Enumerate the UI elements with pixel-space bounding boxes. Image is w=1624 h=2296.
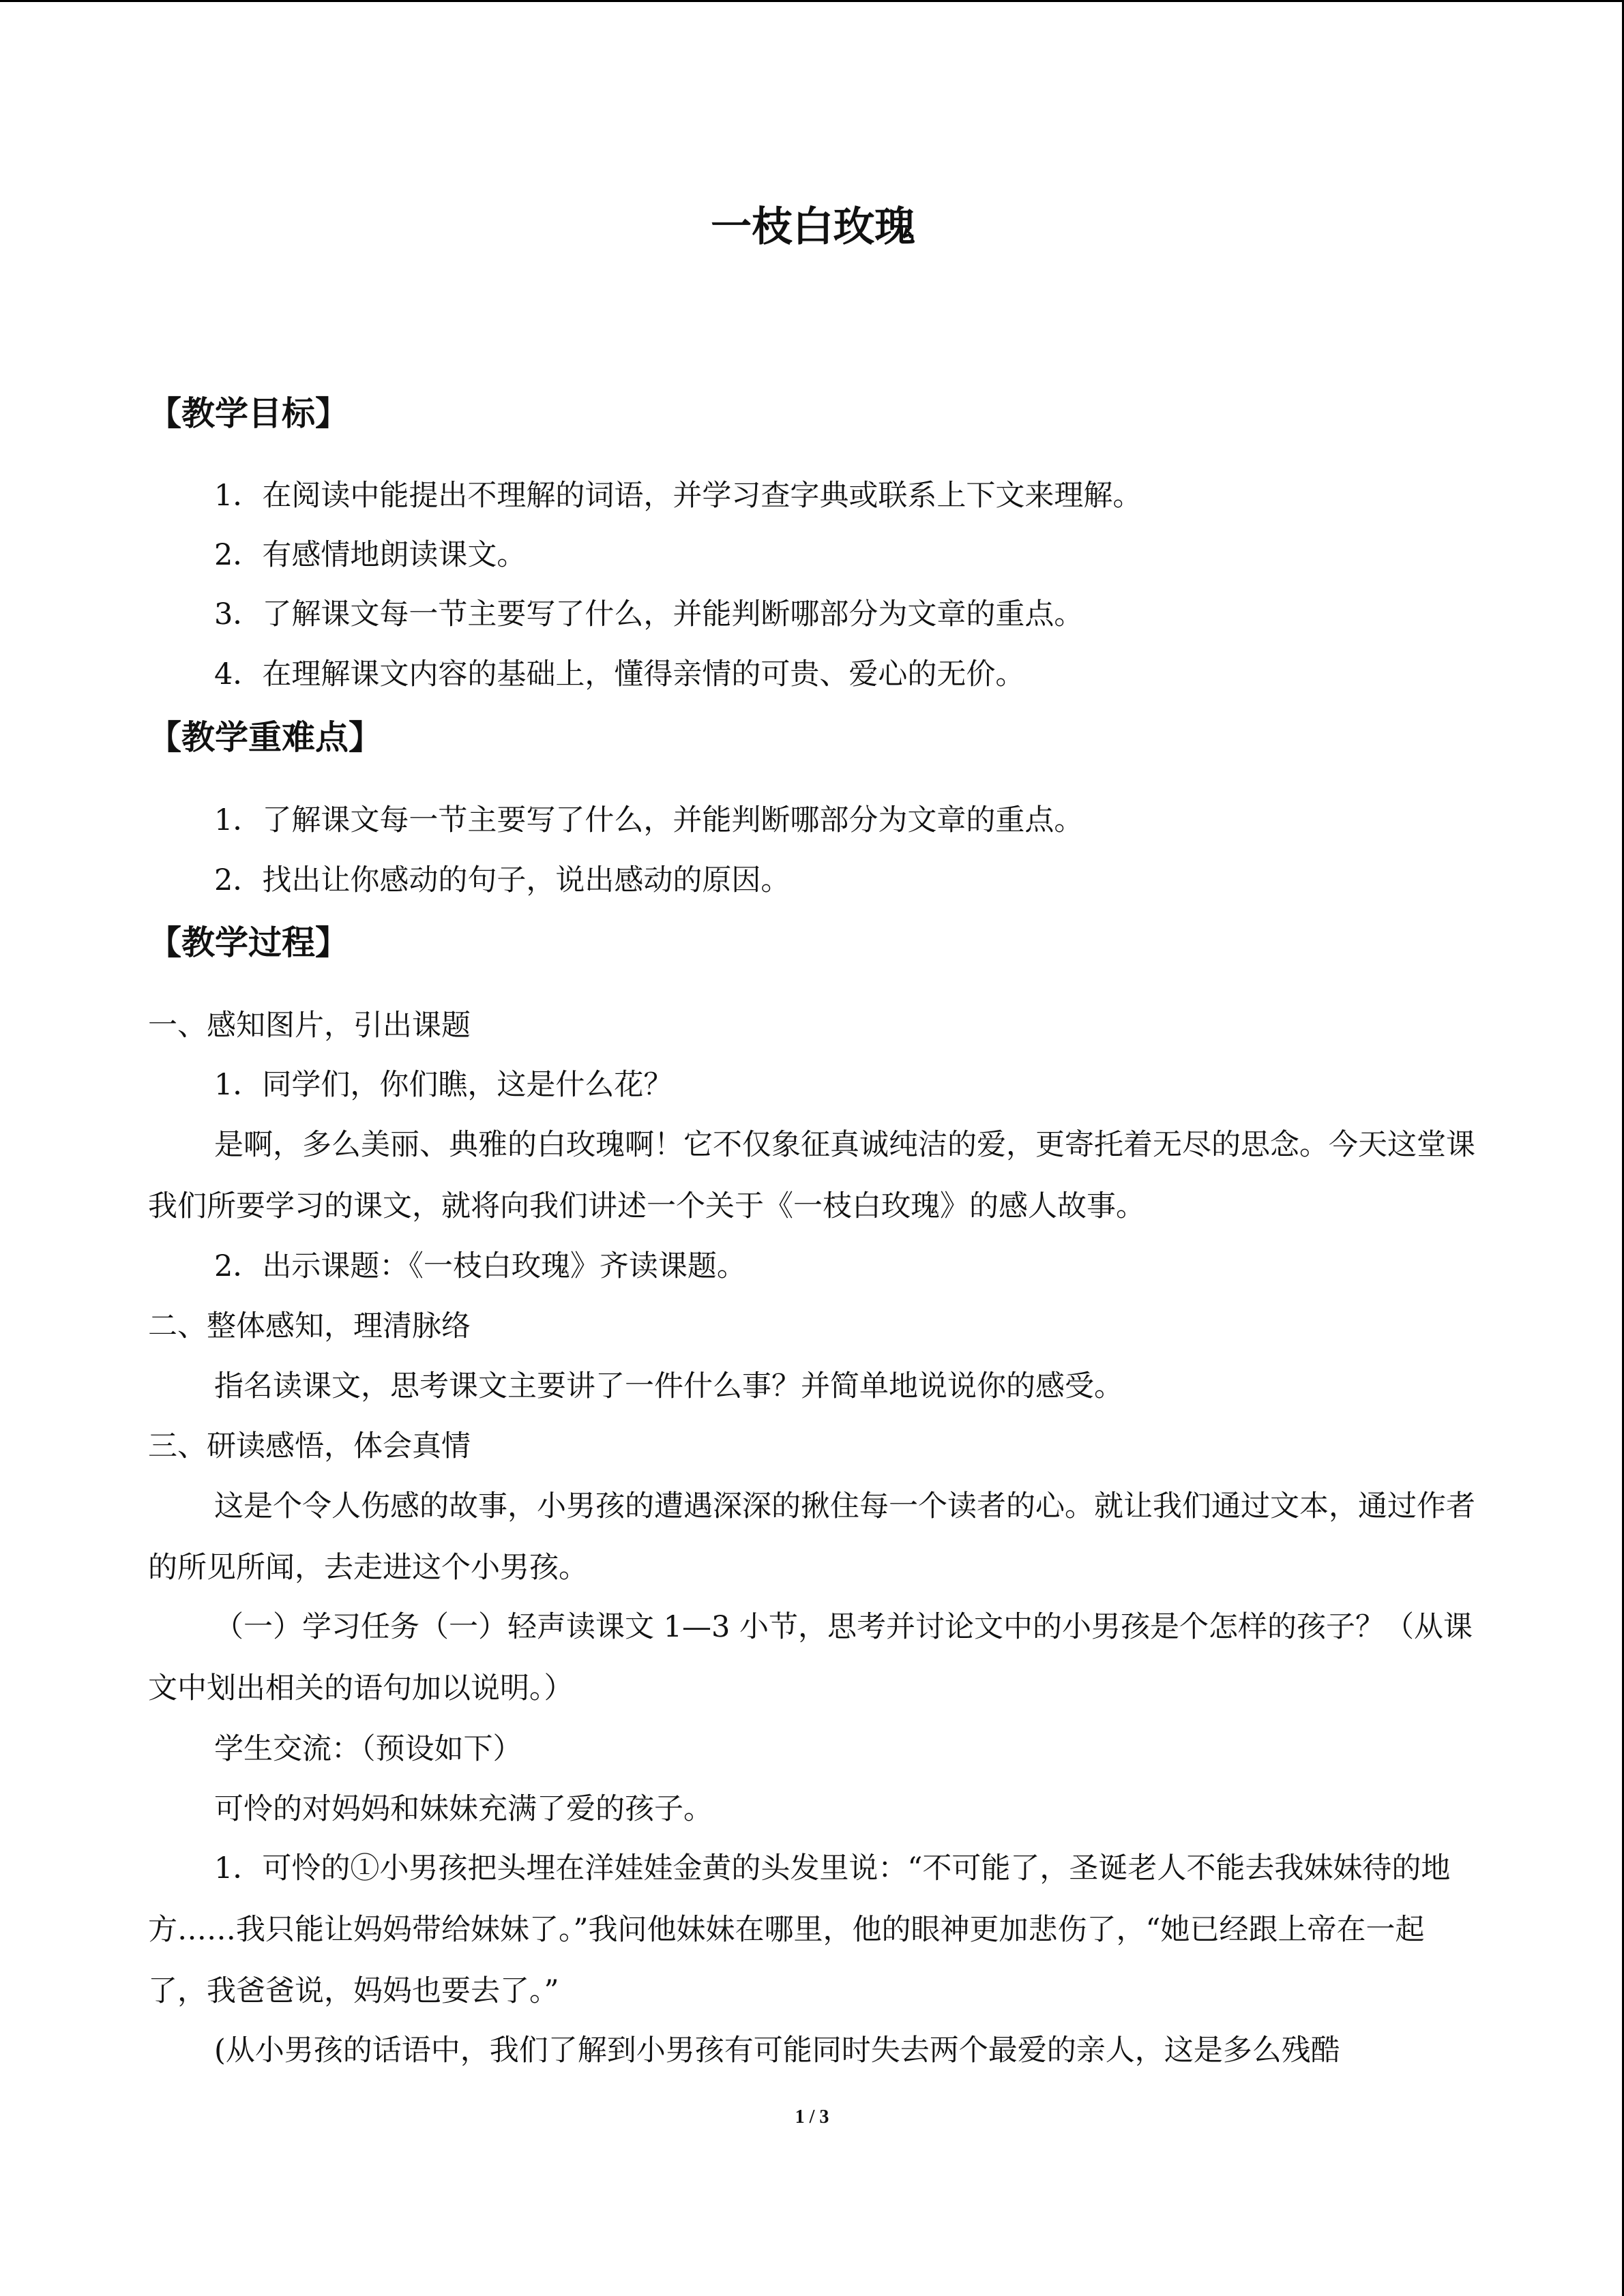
objective-item: 2．有感情地朗读课文。 bbox=[214, 538, 527, 572]
step-paragraph: 是啊，多么美丽、典雅的白玫瑰啊！它不仅象征真诚纯洁的爱，更寄托着无尽的思念。今天这堂课我们所要学习的课文，就将向我们讲述一个关于《一枝白玫瑰》的感人故事。 bbox=[148, 1128, 1475, 1223]
step-title: 二、整体感知，理清脉络 bbox=[148, 1309, 471, 1343]
step-title: 一、感知图片，引出课题 bbox=[148, 1009, 471, 1043]
objective-item: 1．在阅读中能提出不理解的词语，并学习查字典或联系上下文来理解。 bbox=[214, 479, 1142, 513]
exchange-line: 学生交流：（预设如下） bbox=[214, 1732, 522, 1766]
step-question: 2．出示课题：《一枝白玫瑰》齐读课题。 bbox=[214, 1249, 746, 1283]
document-title: 一枝白玫瑰 bbox=[711, 203, 915, 251]
task-paragraph: （一）学习任务（一）轻声读课文 1—3 小节，思考并讨论文中的小男孩是个怎样的孩子？（从课文中划出相关的语句加以说明。） bbox=[148, 1610, 1473, 1705]
quote-paragraph: 1．可怜的①小男孩把头埋在洋娃娃金黄的头发里说：“不可能了，圣诞老人不能去我妹妹待的地方……我只能让妈妈带给妹妹了。”我问他妹妹在哪里，他的眼神更加悲伤了，“她已经跟上帝在一起了，我爸爸说，妈妈也要去了。” bbox=[148, 1851, 1451, 2008]
step-paragraph: 指名读课文，思考课文主要讲了一件什么事？并简单地说说你的感受。 bbox=[214, 1369, 1123, 1403]
objective-item: 3．了解课文每一节主要写了什么，并能判断哪部分为文章的重点。 bbox=[214, 597, 1084, 631]
section-heading-objectives: 【教学目标】 bbox=[148, 394, 349, 433]
section-heading-process: 【教学过程】 bbox=[148, 923, 349, 962]
page-number: 1 / 3 bbox=[795, 2106, 829, 2128]
analysis-line: (从小男孩的话语中，我们了解到小男孩有可能同时失去两个最爱的亲人，这是多么残酷 bbox=[214, 2033, 1340, 2068]
objective-item: 4．在理解课文内容的基础上，懂得亲情的可贵、爱心的无价。 bbox=[214, 657, 1025, 691]
summary-line: 可怜的对妈妈和妹妹充满了爱的孩子。 bbox=[214, 1792, 713, 1826]
key-point-item: 2．找出让你感动的句子，说出感动的原因。 bbox=[214, 863, 791, 897]
section-heading-key-points: 【教学重难点】 bbox=[148, 718, 383, 757]
key-point-item: 1．了解课文每一节主要写了什么，并能判断哪部分为文章的重点。 bbox=[214, 803, 1084, 837]
step-title: 三、研读感悟，体会真情 bbox=[148, 1429, 471, 1463]
step-paragraph: 这是个令人伤感的故事，小男孩的遭遇深深的揪住每一个读者的心。就让我们通过文本，通过作者的所见所闻，去走进这个小男孩。 bbox=[148, 1489, 1475, 1585]
step-question: 1．同学们，你们瞧，这是什么花？ bbox=[214, 1068, 673, 1102]
